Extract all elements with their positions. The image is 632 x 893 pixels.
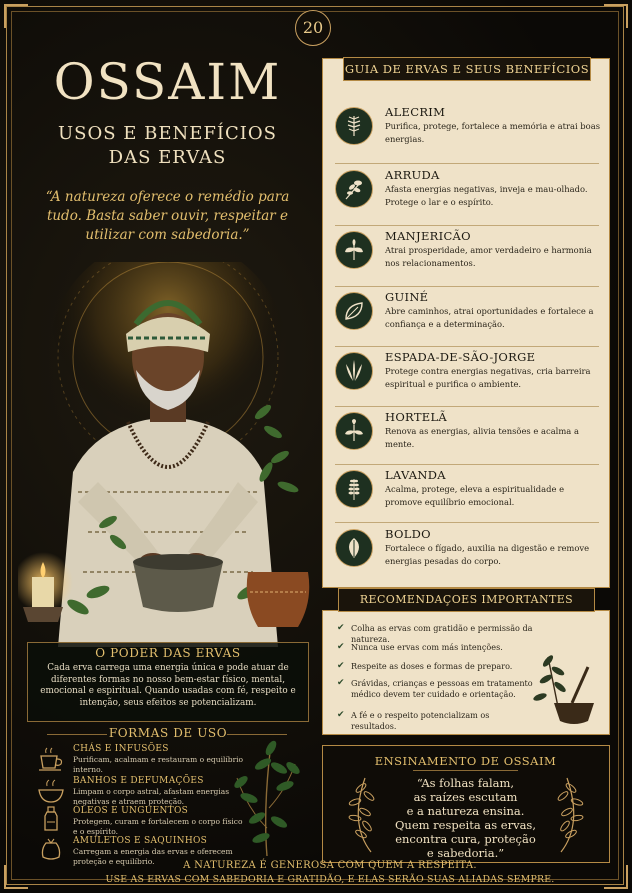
divider <box>413 770 518 771</box>
divider <box>335 464 599 465</box>
herb-name: LAVANDA <box>385 468 446 482</box>
corner-ornament <box>604 4 628 28</box>
herb-name: ESPADA-DE-SÃO-JORGE <box>385 350 536 364</box>
corner-ornament <box>4 4 28 28</box>
leaf-icon <box>335 292 373 330</box>
form-title: CHÁS E INFUSÕES <box>73 744 169 754</box>
teaching-heading: ENSINAMENTO DE OSSAIM <box>374 754 557 768</box>
intro-quote: “A natureza oferece o remédio para tudo. Basta saber ouvir, respeitar e utilizar com sabedoria.” <box>45 189 290 243</box>
quote-line: “As folhas falam, <box>416 776 515 790</box>
recommendation-item: ✔ Nunca use ervas com más intenções. <box>337 642 503 652</box>
quote-line: as raízes escutam <box>413 790 518 804</box>
herb-description: Renova as energias, alivia tensões e acalma a mente. <box>385 426 579 449</box>
herb-power-text: Cada erva carrega uma energia única e pode atuar de diferentes formas no nosso bem-estar físico, mental, emocional e espiritual. Quando usadas com fé, respeito e intenção, seus efeitos se potencializam. <box>40 663 296 708</box>
herb-name: ARRUDA <box>385 168 440 182</box>
herb-guide-heading: GUIA DE ERVAS E SEUS BENEFÍCIOS <box>343 57 591 81</box>
bowl-icon <box>37 778 65 804</box>
recommendations-panel <box>322 610 610 735</box>
form-item <box>73 776 248 806</box>
check-leaf-icon: ✔ <box>337 642 345 652</box>
form-description: Protegem, curam e fortalecem o corpo físico e o espírito. <box>73 817 243 836</box>
divider <box>227 734 287 735</box>
herb-power-panel <box>27 642 309 722</box>
check-leaf-icon: ✔ <box>337 623 345 633</box>
herb-description: Afasta energias negativas, inveja e mau-olhado. Protege o lar e o espírito. <box>385 184 588 207</box>
laurel-branch-icon <box>549 774 591 854</box>
herb-item <box>335 408 603 464</box>
herb-item <box>335 227 603 283</box>
form-title: ÓLEOS E UNGUENTOS <box>73 806 189 816</box>
check-leaf-icon: ✔ <box>337 710 345 720</box>
herb-description: Atrai prosperidade, amor verdadeiro e harmonia nos relacionamentos. <box>385 245 592 268</box>
herb-name: GUINÉ <box>385 290 429 304</box>
herb-branch-illustration <box>227 738 305 856</box>
form-title: BANHOS E DEFUMAÇÕES <box>73 776 204 786</box>
quote-line: e sabedoria.” <box>426 846 505 860</box>
divider <box>335 163 599 164</box>
herb-power-heading: O PODER DAS ERVAS <box>95 646 241 660</box>
form-title: AMULETOS E SAQUINHOS <box>73 836 208 846</box>
ossaim-portrait-illustration <box>18 262 318 647</box>
herb-description: Protege contra energias negativas, cria barreira espiritual e purifica o ambiente. <box>385 366 591 389</box>
teaching-quote <box>393 776 538 860</box>
subtitle-line: DAS ERVAS <box>108 147 227 168</box>
divider <box>335 225 599 226</box>
herb-item <box>335 166 603 222</box>
page-subtitle <box>20 122 315 170</box>
recommendation-item: ✔ Colha as ervas com gratidão e permissão da natureza. <box>337 623 533 644</box>
subtitle-line: USOS E BENEFÍCIOS <box>58 123 277 144</box>
form-item <box>73 744 248 774</box>
form-item <box>73 806 248 836</box>
quote-line: Quem respeita as ervas, <box>394 818 536 832</box>
form-description: Carregam a energia das ervas e oferecem proteção e equilíbrio. <box>73 847 233 866</box>
check-leaf-icon: ✔ <box>337 678 345 688</box>
forms-of-use-section <box>27 724 309 864</box>
check-leaf-icon: ✔ <box>337 661 345 671</box>
divider <box>335 346 599 347</box>
form-description: Limpam o corpo astral, afastam energias negativas e atraem proteção. <box>73 787 230 806</box>
recommendation-item: ✔ Grávidas, crianças e pessoas em tratamento médico devem ter cuidado e orientação. <box>337 678 533 699</box>
corner-ornament <box>604 865 628 889</box>
herb-item <box>335 466 603 522</box>
quote-line: e a natureza ensina. <box>406 804 525 818</box>
mint-icon <box>335 412 373 450</box>
form-description: Purificam, acalmam e restauram o equilíbrio interno. <box>73 755 244 774</box>
herb-item <box>335 348 603 404</box>
sword-plant-icon <box>335 352 373 390</box>
herb-name: BOLDO <box>385 527 431 541</box>
laurel-branch-icon <box>341 774 383 854</box>
rue-icon <box>335 170 373 208</box>
divider <box>335 522 599 523</box>
basil-icon <box>335 231 373 269</box>
footer-line: USE AS ERVAS COM SABEDORIA E GRATIDÃO, E ELAS SERÃO SUAS ALIADAS SEMPRE. <box>105 874 555 885</box>
recommendation-item: ✔ A fé e o respeito potencializam os resultados. <box>337 710 490 731</box>
pouch-icon <box>37 835 65 861</box>
quote-line: encontra cura, proteção <box>395 832 536 846</box>
herb-item <box>335 288 603 344</box>
lavender-icon <box>335 470 373 508</box>
recommendation-item: ✔ Respeite as doses e formas de preparo. <box>337 661 513 671</box>
herb-name: MANJERICÃO <box>385 229 471 243</box>
herb-name: HORTELÃ <box>385 410 448 424</box>
corner-ornament <box>4 865 28 889</box>
recommendations-heading: RECOMENDAÇOES IMPORTANTES <box>338 588 595 612</box>
page-title: OSSAIM <box>53 53 282 111</box>
sprig-icon <box>335 107 373 145</box>
mortar-and-pestle-icon <box>528 647 600 727</box>
teacup-icon <box>37 746 65 772</box>
herb-item <box>335 103 603 159</box>
herb-description: Acalma, protege, eleva a espiritualidade e promove equilíbrio emocional. <box>385 484 565 507</box>
herb-description: Purifica, protege, fortalece a memória e atrai boas energias. <box>385 121 601 144</box>
footer-line: A NATUREZA É GENEROSA COM QUEM A RESPEITA. <box>183 860 477 871</box>
herb-description: Abre caminhos, atrai oportunidades e fortalece a confiança e a determinação. <box>385 306 594 329</box>
divider <box>335 286 599 287</box>
herb-guide-panel <box>322 58 610 588</box>
herb-item <box>335 525 603 581</box>
boldo-leaf-icon <box>335 529 373 567</box>
herb-description: Fortalece o fígado, auxilia na digestão e remove energias pesadas do corpo. <box>385 543 590 566</box>
page-number-badge: 20 <box>295 10 331 46</box>
divider <box>335 406 599 407</box>
forms-of-use-heading: FORMAS DE USO <box>108 726 228 740</box>
herb-name: ALECRIM <box>385 105 446 119</box>
teaching-panel <box>322 745 610 863</box>
oil-bottle-icon <box>37 806 65 832</box>
